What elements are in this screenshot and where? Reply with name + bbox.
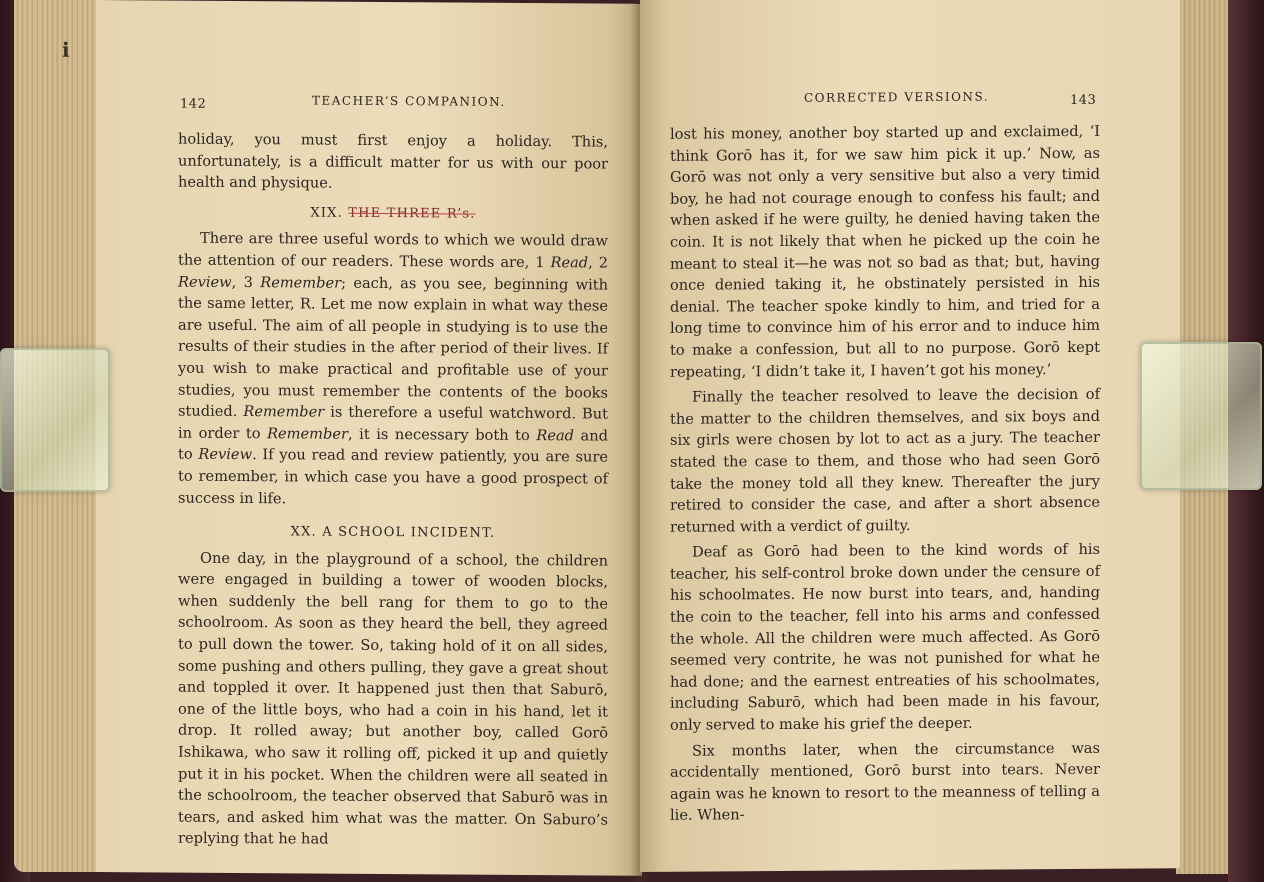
section-numeral: XIX. — [310, 205, 343, 221]
continuation-paragraph: lost his money, another boy started up and exclaimed, ‘I think Gorō has it, for we saw him pick it up.’ Now, as Gorō was not only a very sensitive but also a very timid boy, he had not courage enough to confess his fault; and when asked if he were guilty, he denied having taken the coin. It is not likely that when he picked up the coin he meant to steal it—he was not so bad as that; but, having once denied taking it, he obstinately persisted in his denial. The teacher spoke kindly to him, and tried for a long time to convince him of his error and to induce him to make a confession, but all to no purpose. Gorō kept repeating, ‘I didn’t take it, I haven’t got his money.’ — [670, 122, 1100, 381]
section-heading-three-rs — [178, 201, 608, 226]
left-running-head: TEACHER’S COMPANION. — [312, 93, 506, 109]
glass-weight-right — [1140, 342, 1262, 490]
glass-weight-left — [0, 348, 110, 492]
right-running-head: CORRECTED VERSIONS. — [804, 89, 990, 105]
jury-paragraph: Finally the teacher resolved to leave the decision of the matter to the children themselves, and six boys and six girls were chosen by lot to act as a jury. The teacher stated the case to them, and those who had seen Gorō take the money told all they knew. Thereafter the jury retired to consider the case, and after a short absence returned with a verdict of guilty. — [670, 385, 1100, 536]
six-months-paragraph: Six months later, when the circumstance was accidentally mentioned, Gorō burst into tears. Never again was he known to resort to the meanness of telling a lie. When- — [670, 739, 1100, 825]
three-rs-paragraph: There are three useful words to which we would draw the attention of our readers. These words are, 1 Read, 2 Review, 3 Remember; each, as you see, beginning with the same letter, R. Let me now explain in what way these are useful. The aim of all people in studying is to use the results of their studies in the after period of their lives. If you wish to make practical and profitable use of your studies, you must remember the contents of the books studied. Remember is therefore a useful watchword. But in order to Remember, it is necessary both to Read and to Review. If you read and review patiently, you are sure to remember, in which case you have a good prospect of success in life. — [178, 230, 609, 507]
right-page-body — [670, 121, 1100, 827]
margin-mark: i — [62, 37, 70, 62]
left-page — [62, 0, 642, 876]
section-heading-school-incident: XX. A SCHOOL INCIDENT. — [290, 524, 496, 541]
opening-paragraph: holiday, you must first enjoy a holiday. This, unfortunately, is a difficult matter for us with our poor health and physique. — [178, 130, 608, 192]
confession-paragraph: Deaf as Gorō had been to the kind words of his teacher, his self-control broke down under the censure of his schoolmates. He now burst into tears, and, handing the coin to the teacher, fell into his arms and confessed the whole. All the children were much affected. As Gorō seemed very contrite, he was not punished for what he had done; and the earnest entreaties of his schoolmates, including Saburō, which had been made in his favour, only served to make his grief the deeper. — [670, 541, 1100, 734]
left-page-body — [178, 129, 608, 853]
section-title-struck: THE THREE R’s. — [348, 205, 476, 222]
left-page-number: 142 — [180, 96, 207, 112]
right-page — [640, 0, 1180, 872]
school-incident-paragraph: One day, in the playground of a school, the children were engaged in building a tower of wooden blocks, when suddenly the bell rang for them to go to the schoolroom. As soon as they heard the bell, they agreed to pull down the tower. So, taking hold of it on all sides, some pushing and others pulling, they gave a great shout and toppled it over. It happened just then that Saburō, one of the little boys, who had a coin in his hand, let it drop. It rolled away; but another boy, called Gorō Ishikawa, who saw it rolling off, picked it up and quietly put it in his pocket. When the children were all seated in the schoolroom, the teacher observed that Saburō was in tears, and asked him what was the matter. On Saburo’s replying that he had — [178, 549, 608, 849]
right-page-number: 143 — [1070, 92, 1097, 108]
